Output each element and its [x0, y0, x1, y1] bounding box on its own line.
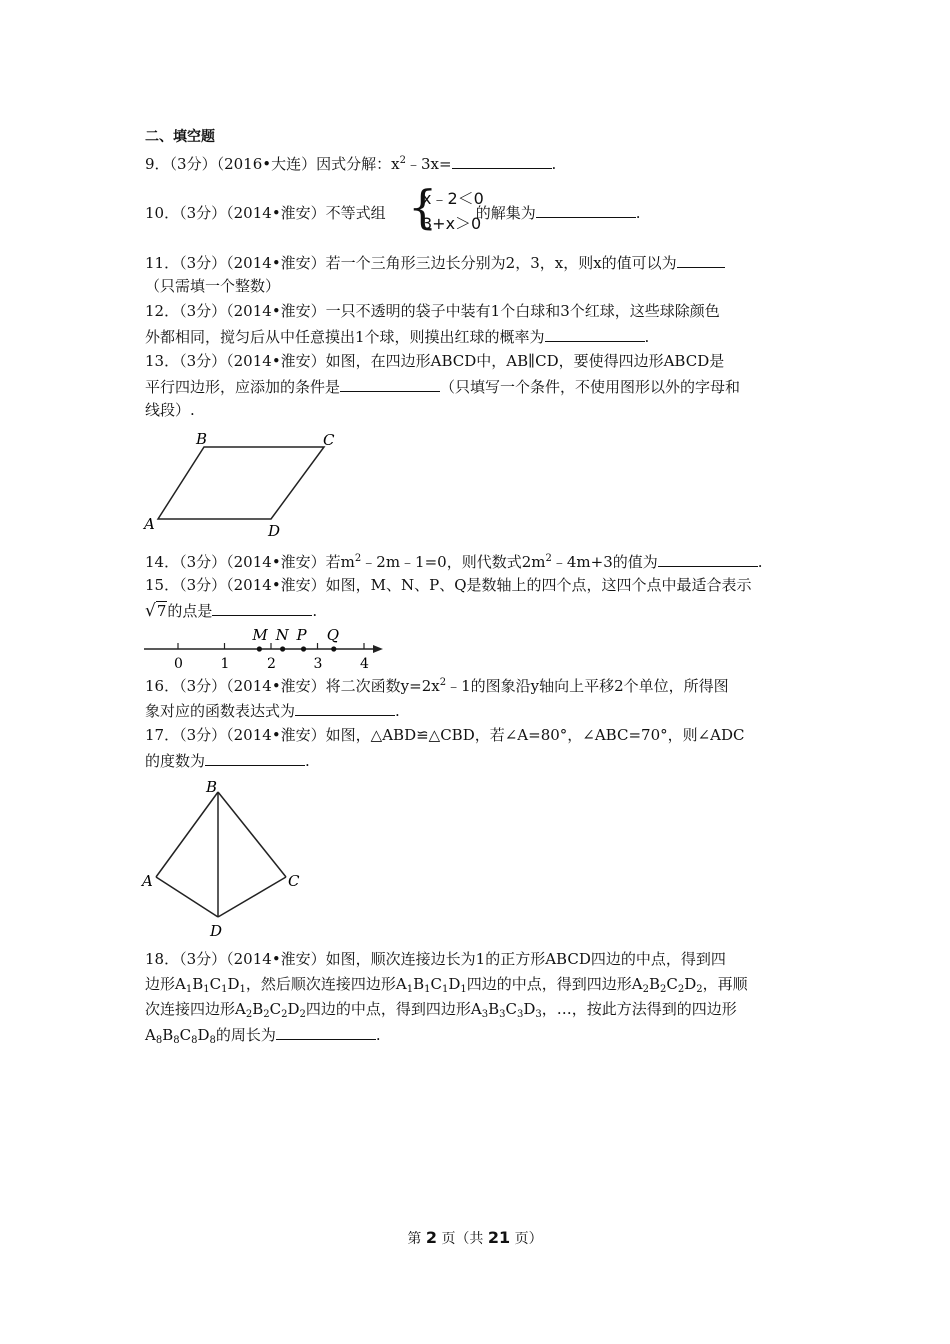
question-12: 12．（3分）（2014•淮安）一只不透明的袋子中装有1个白球和3个红球，这些球除颜色 [145, 302, 720, 320]
vertex-label-b: B [206, 778, 218, 796]
vertex-label-a: A [144, 515, 155, 533]
page-number: 2 [425, 1228, 437, 1247]
question-17: 17．（3分）（2014•淮安）如图，△ABD≌△CBD，若∠A=80°，∠ABC=70°，则∠ADC [145, 726, 745, 744]
segment-bc [218, 792, 286, 877]
point-p [301, 646, 306, 651]
arrow-icon [373, 645, 383, 653]
question-16-line2: 象对应的函数表达式为 . [145, 702, 400, 720]
answer-blank [212, 600, 312, 616]
question-13-line2: 平行四边形，应添加的条件是 （只填写一个条件，不使用图形以外的字母和 [145, 378, 741, 396]
question-15: 15．（3分）（2014•淮安）如图，M、N、P、Q是数轴上的四个点，这四个点中最适合表示 [145, 576, 752, 594]
tick-label: 2 [267, 656, 276, 672]
point-n [280, 646, 285, 651]
question-11: 11．（3分）（2014•淮安）若一个三角形三边长分别为2，3，x，则x的值可以为 [145, 252, 725, 273]
vertex-label-d: D [268, 522, 281, 540]
tick-label: 4 [360, 656, 369, 672]
quadrilateral-shape [158, 447, 324, 519]
question-18-line2: 边形$A_1B_1C_1D_1$，然后顺次连接四边形$A_1B_1C_1D_1$四边的中点，得到四边形$A_2B_2C_2D_2$，再顺 [145, 975, 748, 995]
question-18-line3: 次连接四边形$A_2B_2C_2D_2$四边的中点，得到四边形$A_3B_3C_3D_3$，…，按此方法得到的四边形 [145, 1000, 737, 1020]
point-m [257, 646, 262, 651]
answer-blank [340, 376, 440, 392]
answer-blank [658, 551, 758, 567]
inequality-system: { x﹣2＜0 3+x＞0 [408, 180, 484, 234]
figure-15-number-line [140, 620, 390, 672]
vertex-label-d: D [210, 922, 223, 940]
answer-blank [545, 326, 645, 342]
vertex-label-b: B [196, 430, 208, 448]
point-label-n: N [275, 626, 289, 644]
figure-13-quadrilateral [140, 428, 350, 543]
vertex-label-c: C [323, 431, 335, 449]
question-17-line2: 的度数为 . [145, 752, 310, 770]
answer-blank [276, 1024, 376, 1040]
tick-label: 3 [313, 656, 323, 672]
answer-blank [677, 252, 725, 268]
question-13: 13．（3分）（2014•淮安）如图，在四边形ABCD中，AB∥CD，要使得四边形ABCD是 [145, 352, 725, 370]
segment-ab [156, 792, 218, 877]
question-18: 18．（3分）（2014•淮安）如图，顺次连接边长为1的正方形ABCD四边的中点，得到四 [145, 950, 726, 968]
question-14: 14．（3分）（2014•淮安）若$m^2﹣2m﹣1=0$，则代数式$2m^2﹣4m+3$的值为 . [145, 553, 763, 571]
point-label-q: Q [326, 626, 340, 644]
vertex-label-a: A [142, 872, 153, 890]
answer-blank [205, 750, 305, 766]
question-15-line2: √7的点是 . [145, 601, 318, 621]
tick-label: 0 [174, 656, 183, 672]
question-16: 16．（3分）（2014•淮安）将二次函数$y=2x^2﹣1$的图象沿y轴向上平移2个单位，所得图 [145, 677, 729, 695]
total-pages: 21 [487, 1228, 511, 1247]
question-12-line2: 外都相同，搅匀后从中任意摸出1个球，则摸出红球的概率为 . [145, 328, 650, 346]
vertex-label-c: C [288, 872, 300, 890]
question-10: 10．（3分）（2014•淮安）不等式组 的解集为 . [145, 204, 641, 222]
page-footer: 第 2 页（共 21 页） [407, 1228, 543, 1247]
section-title: 二、填空题 [145, 129, 215, 145]
tick-label: 1 [220, 656, 230, 672]
question-11-line2: （只需填一个整数） [145, 277, 281, 295]
segment-cd [218, 877, 286, 917]
segment-ad [156, 877, 218, 917]
question-9: 9．（3分）（2016•大连）因式分解：$x^2﹣3x=$ . [145, 155, 557, 173]
sqrt-expression: √7 [145, 601, 167, 621]
answer-blank [452, 153, 552, 169]
point-q [331, 646, 336, 651]
point-label-p: P [296, 626, 307, 644]
question-18-line4: $A_8B_8C_8D_8$的周长为 . [145, 1026, 381, 1046]
question-13-line3: 线段）. [145, 401, 195, 419]
answer-blank [536, 202, 636, 218]
point-label-m: M [252, 626, 268, 644]
figure-17-kite [140, 776, 310, 940]
answer-blank [295, 700, 395, 716]
